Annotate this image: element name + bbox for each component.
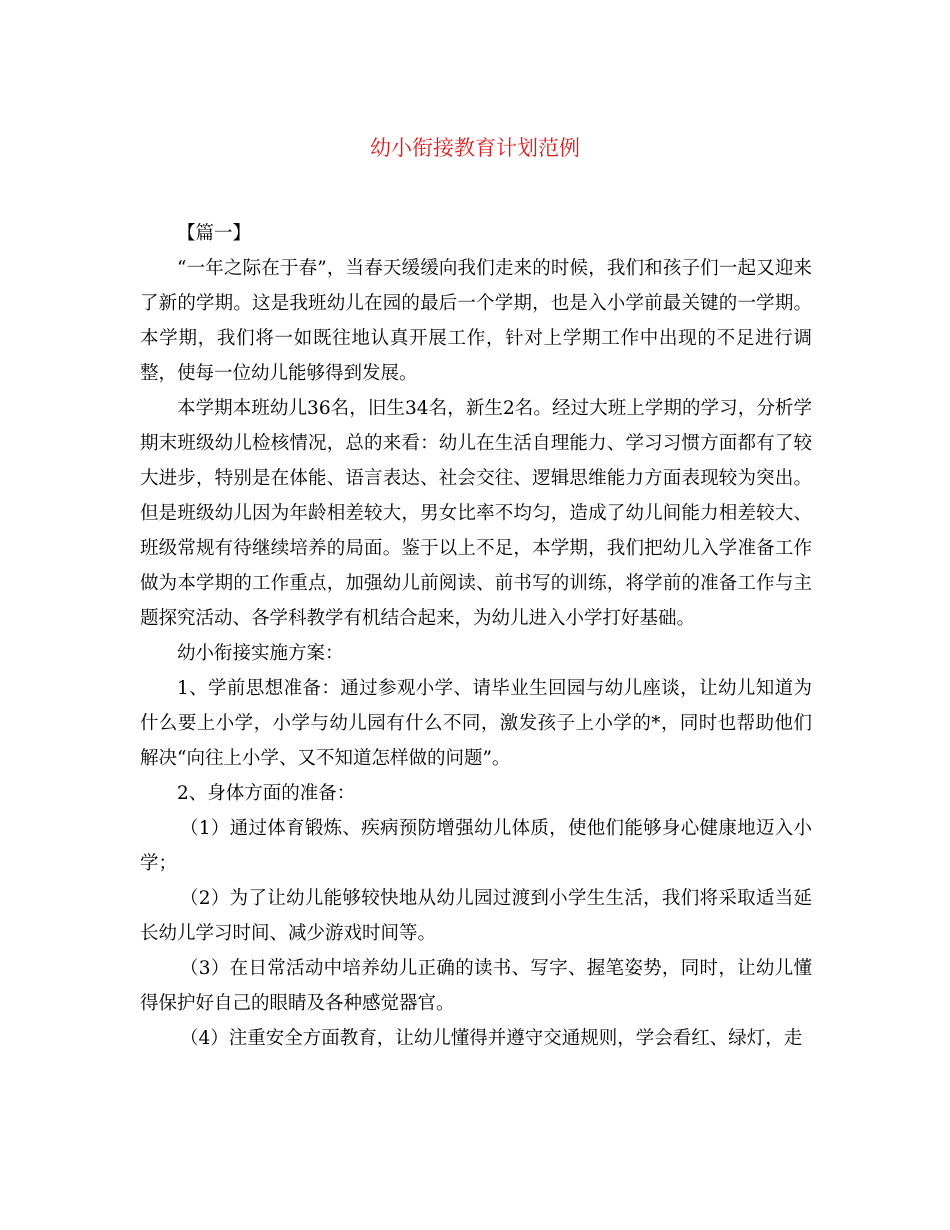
paragraph-plan-heading: 幼小衔接实施方案： <box>177 643 344 664</box>
document-title: 幼小衔接教育计划范例 <box>370 136 580 160</box>
paragraph-item-1: 1、学前思想准备：通过参观小学、请毕业生回园与幼儿座谈，让幼儿知道为什么要上小学，小学与幼儿园有什么不同，激发孩子上小学的*，同时也帮助他们解决“向往上小学、又不知道怎样做的问题”。 <box>140 678 812 769</box>
paragraph-subitem-2: （2）为了让幼儿能够较快地从幼儿园过渡到小学生生活，我们将采取适当延长幼儿学习时间、减少游戏时间等。 <box>140 888 812 944</box>
document-body <box>140 216 812 1056</box>
section-label: 【篇一】 <box>177 223 252 244</box>
paragraph-item-2: 2、身体方面的准备： <box>177 783 356 804</box>
paragraph-subitem-3: （3）在日常活动中培养幼儿正确的读书、写字、握笔姿势，同时，让幼儿懂得保护好自己的眼睛及各种感觉器官。 <box>140 958 812 1014</box>
paragraph-subitem-4: （4）注重安全方面教育，让幼儿懂得并遵守交通规则，学会看红、绿灯，走 <box>180 1028 803 1049</box>
paragraph-intro: “一年之际在于春”，当春天缓缓向我们走来的时候，我们和孩子们一起又迎来了新的学期。这是我班幼儿在园的最后一个学期，也是入小学前最关键的一学期。本学期，我们将一如既往地认真开展工作，针对上学期工作中出现的不足进行调整，使每一位幼儿能够得到发展。 <box>140 258 812 384</box>
paragraph-subitem-1: （1）通过体育锻炼、疾病预防增强幼儿体质，使他们能够身心健康地迈入小学； <box>140 818 812 874</box>
paragraph-class-analysis: 本学期本班幼儿36名，旧生34名，新生2名。经过大班上学期的学习，分析学期末班级幼儿检核情况，总的来看：幼儿在生活自理能力、学习习惯方面都有了较大进步，特别是在体能、语言表达、社会交往、逻辑思维能力方面表现较为突出。但是班级幼儿因为年龄相差较大，男女比率不均匀，造成了幼儿间能力相差较大、班级常规有待继续培养的局面。鉴于以上不足，本学期，我们把幼儿入学准备工作做为本学期的工作重点，加强幼儿前阅读、前书写的训练，将学前的准备工作与主题探究活动、各学科教学有机结合起来，为幼儿进入小学打好基础。 <box>140 398 812 629</box>
